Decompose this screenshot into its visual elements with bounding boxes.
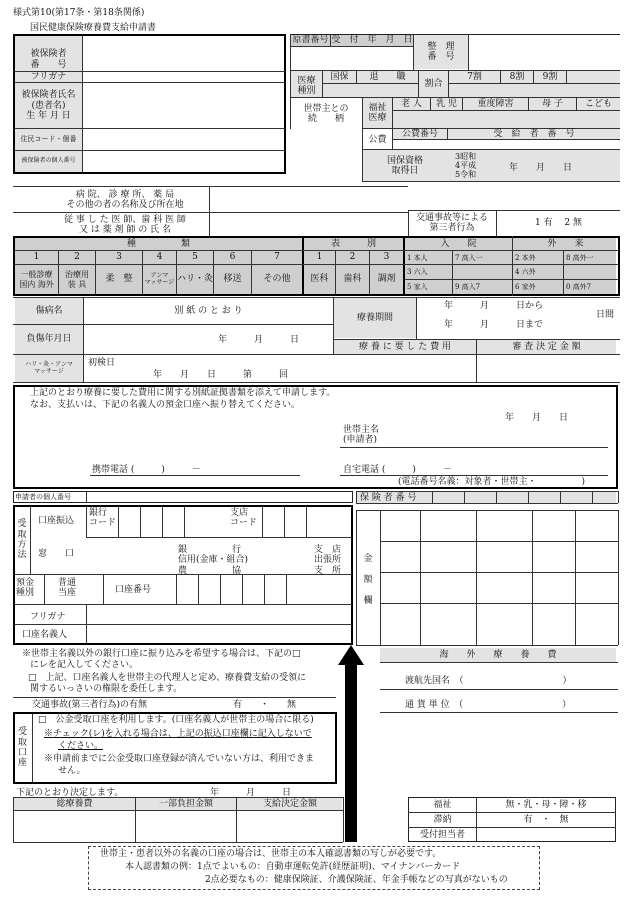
in-row-5[interactable]: 5 家入 bbox=[407, 283, 428, 291]
out-row-0[interactable]: 0 高外7 bbox=[566, 283, 592, 291]
opt-transfer[interactable]: 口座振込 bbox=[38, 516, 75, 526]
label-public: 公費 bbox=[368, 134, 387, 145]
label-arrears: 滞納 bbox=[433, 814, 452, 825]
arrears-options[interactable]: 有 ・ 無 bbox=[523, 814, 569, 825]
welfare-options[interactable]: 無・乳・母・障・移 bbox=[505, 799, 587, 810]
injury-ymd: 年 月 日 bbox=[218, 335, 300, 345]
label-ref-no: 整 理 番 号 bbox=[414, 35, 468, 69]
period-to: 年 月 日まで bbox=[444, 320, 544, 330]
label-amount-column: 金 額 欄 bbox=[363, 554, 373, 606]
in-row-9[interactable]: 9 高入7 bbox=[455, 283, 481, 291]
opt-retired[interactable]: 退 職 bbox=[369, 71, 406, 82]
label-orig-no: 原書番号 bbox=[292, 35, 329, 46]
out-row-8[interactable]: 8 高外一 bbox=[566, 254, 594, 262]
kind-no-2: 2 bbox=[74, 252, 80, 263]
label-bank-code: 銀行 コード bbox=[89, 508, 117, 529]
opt-window[interactable]: 窓 口 bbox=[38, 549, 75, 559]
opt-disabled[interactable]: 重度障害 bbox=[477, 98, 514, 109]
period-from: 年 月 日から bbox=[444, 301, 544, 311]
footer-line-2: 本人認書類の例：1点でよいもの：自動車運転免許(経歴証明)、マイナンバーカード bbox=[125, 862, 461, 872]
label-branch-code: 支店 コード bbox=[230, 508, 258, 529]
label-recipient-no: 受 給 者 番 号 bbox=[493, 128, 575, 139]
label-qualification-date: 国保資格 取得日 bbox=[386, 155, 423, 176]
notice-2b: 関するいっさいの権限を委任します。 bbox=[30, 684, 183, 694]
in-row-7[interactable]: 7 高入一 bbox=[455, 254, 483, 262]
label-kind: 種 類 bbox=[126, 238, 190, 249]
label-relation: 世帯主との 続 柄 bbox=[303, 103, 349, 124]
mobile-phone[interactable]: 携帯電話 ( ) － bbox=[92, 465, 201, 475]
public-account-note-2: ※申請前までに公金受取口座登録が済んでいない方は、利用できま bbox=[44, 754, 315, 764]
label-decision-amount: 審 査 決 定 金 額 bbox=[512, 341, 581, 352]
public-account-checkbox[interactable]: □ 公金受取口座を利用します。(口座名義人が世帯主の場合に限る) bbox=[38, 715, 314, 725]
label-receive-account: 受 取 口 座 bbox=[17, 727, 27, 769]
label-resident-code: 住民コード・個番 bbox=[20, 135, 77, 144]
opt-mother-child[interactable]: 母 子 bbox=[542, 98, 563, 109]
label-insurer-number: 保 険 者 番 号 bbox=[360, 493, 417, 503]
label-welfare-medical: 福祉 医療 bbox=[368, 102, 387, 123]
label-method: 受 取 方 法 bbox=[17, 519, 27, 561]
opt-kokuho[interactable]: 国保 bbox=[330, 71, 349, 82]
label-account-holder: 口座名義人 bbox=[22, 630, 68, 640]
label-period: 療養期間 bbox=[356, 312, 393, 323]
label-payment-amount: 支給決定金額 bbox=[262, 798, 317, 809]
label-traffic-accident: 交通事故(第三者行為)の有無 bbox=[32, 700, 148, 710]
decision-ymd: 年 月 日 bbox=[210, 788, 292, 798]
in-row-1[interactable]: 1 本人 bbox=[407, 254, 428, 262]
form-title: 国民健康保険療養費支給申請書 bbox=[30, 23, 157, 33]
label-cost: 療 養 に 要 し た 費 用 bbox=[358, 341, 452, 352]
label-name-dob: 被保険者氏名 (患者名) 生 年 月 日 bbox=[21, 90, 76, 122]
label-account-furigana: フリガナ bbox=[30, 612, 66, 622]
table-medical[interactable]: 医科 bbox=[310, 274, 329, 285]
label-ratio: 割合 bbox=[424, 78, 443, 89]
label-table: 表 別 bbox=[330, 238, 376, 249]
opt-infant[interactable]: 乳 児 bbox=[436, 98, 457, 109]
footer-line-3: 2点必要なもの：健康保険証、介護保険証、年金手帳などの写真がないもの bbox=[205, 875, 508, 885]
decision-line: 下記のとおり決定します。 bbox=[16, 788, 124, 798]
public-account-note-1b: ください。 bbox=[58, 741, 104, 751]
bank-types: 銀 行 信用(金庫・組合) 農 協 bbox=[178, 545, 249, 576]
label-traffic: 交通事故等による 第三者行為 bbox=[415, 212, 488, 233]
label-inpatient: 入 院 bbox=[440, 238, 477, 249]
label-doctor: 従 事 し た 医 師、歯 科 医 師 又 は 薬 剤 師 の 氏 名 bbox=[64, 214, 186, 235]
notice-2-checkbox[interactable]: □ 上記、口座名義人を世帯主の代理人と定め、療養費支給の受領に bbox=[28, 673, 307, 683]
insured-name-field[interactable] bbox=[84, 84, 285, 126]
label-furigana: フリガナ bbox=[30, 71, 67, 82]
opt-ratio-8[interactable]: 8割 bbox=[509, 71, 525, 82]
overseas-currency[interactable]: 通 貨 単 位 （ ） bbox=[405, 700, 572, 710]
overseas-country[interactable]: 渡航先国名 （ ） bbox=[405, 676, 572, 686]
era-options[interactable]: 3昭和 4平成 5令和 bbox=[455, 152, 477, 180]
label-injury-date: 負傷年月日 bbox=[26, 334, 72, 345]
kind-judo[interactable]: 柔 整 bbox=[105, 274, 133, 285]
label-first-visit: 初検日 bbox=[88, 358, 116, 368]
kind-other[interactable]: その他 bbox=[263, 274, 291, 285]
notice-1b: にレを記入してください。 bbox=[30, 660, 139, 670]
out-row-4[interactable]: 4 六外 bbox=[515, 268, 536, 276]
label-overseas: 海 外 療 養 費 bbox=[439, 649, 557, 660]
opt-ratio-7[interactable]: 7割 bbox=[467, 71, 482, 82]
table-no-1: 1 bbox=[316, 252, 323, 263]
label-account-no: 口座番号 bbox=[115, 585, 152, 595]
label-acupuncture-massage: ハリ・灸・アンマ マッサージ bbox=[25, 360, 73, 375]
opt-child[interactable]: こども bbox=[584, 98, 612, 109]
table-no-3: 3 bbox=[383, 252, 390, 263]
traffic-yes-no[interactable]: 1 有 2 無 bbox=[534, 217, 583, 228]
in-row-3[interactable]: 3 六入 bbox=[407, 268, 428, 276]
label-total-cost: 総療養費 bbox=[56, 798, 93, 809]
kind-no-5: 5 bbox=[192, 252, 198, 263]
home-phone[interactable]: 自宅電話 ( ) － bbox=[343, 465, 452, 475]
label-disease: 傷病名 bbox=[35, 305, 63, 316]
label-reception-staff: 受付担当者 bbox=[419, 829, 465, 840]
kind-acupuncture[interactable]: ハリ・灸 bbox=[177, 274, 214, 285]
label-welfare-office: 福祉 bbox=[433, 799, 452, 810]
label-partial-amount: 一部負担金額 bbox=[158, 798, 213, 809]
kind-orthosis[interactable]: 治療用 装 具 bbox=[65, 270, 89, 289]
kind-massage[interactable]: アンマ マッサージ bbox=[144, 271, 175, 286]
opt-elderly[interactable]: 老 人 bbox=[401, 98, 422, 109]
opt-ratio-9[interactable]: 9割 bbox=[542, 71, 558, 82]
table-no-2: 2 bbox=[349, 252, 356, 263]
declaration-line-2: なお、支払いは、下記の名義人の預金口座へ振り替えてください。 bbox=[30, 400, 301, 410]
label-insured-no: 被保険者 番 号 bbox=[30, 49, 67, 70]
label-med-type: 医療 種別 bbox=[297, 75, 316, 96]
period-days: 日間 bbox=[596, 310, 615, 320]
table-dental[interactable]: 歯科 bbox=[343, 274, 362, 285]
public-account-note-2b: せん。 bbox=[58, 766, 86, 776]
out-row-2[interactable]: 2 本外 bbox=[515, 254, 536, 262]
label-applicant-number: 申請者の個人番号 bbox=[15, 493, 71, 501]
public-account-note-1: ※チェック(レ)を入れる場合は、上記の振込口座欄に記入しないで bbox=[44, 729, 312, 739]
kind-no-4: 4 bbox=[156, 252, 163, 263]
label-outpatient: 外 来 bbox=[547, 238, 584, 249]
label-receipt-date: 受 付 年 月 日 bbox=[331, 35, 413, 46]
qualification-ymd: 年 月 日 bbox=[509, 163, 573, 173]
kind-transport[interactable]: 移送 bbox=[223, 274, 242, 285]
branch-types: 支 店 出張所 支 所 bbox=[314, 545, 342, 576]
first-visit-ymd: 年 月 日 第 回 bbox=[153, 370, 289, 380]
form-style-number: 様式第10(第17条・第18条関係) bbox=[13, 8, 145, 18]
kind-no-7: 7 bbox=[274, 252, 280, 263]
traffic-accident-yn[interactable]: 有 ・ 無 bbox=[233, 700, 297, 710]
opt-futsu-toza[interactable]: 普通 当座 bbox=[58, 578, 77, 599]
label-public-no: 公費番号 bbox=[401, 128, 438, 139]
kind-no-6: 6 bbox=[229, 252, 236, 263]
phone-note: (電話番号名義：対象者・世帯主・ ) bbox=[398, 477, 586, 487]
out-row-6[interactable]: 6 家外 bbox=[515, 283, 536, 291]
kind-no-3: 3 bbox=[116, 252, 122, 263]
kind-no-1: 1 bbox=[33, 252, 40, 263]
label-deposit-type: 預金 種別 bbox=[16, 578, 35, 599]
insured-no-field[interactable] bbox=[84, 44, 285, 70]
disease-value: 別 紙 の と お り bbox=[174, 305, 243, 316]
label-my-number: 被保険者の個人番号 bbox=[21, 157, 76, 165]
notice-1: ※世帯主名義以外の銀行口座に振り込みを希望する場合は、下記の□ bbox=[22, 649, 301, 659]
declaration-ymd: 年 月 日 bbox=[505, 413, 569, 423]
householder-label: 世帯主名 (申請者) bbox=[343, 425, 380, 446]
label-hospital: 病 院、 診 療 所、 薬 局 その他の者の名称及び所在地 bbox=[66, 189, 184, 210]
kind-general[interactable]: 一般診療 国内 海外 bbox=[19, 270, 54, 289]
table-pharmacy[interactable]: 調剤 bbox=[377, 274, 396, 285]
declaration-line-1: 上記のとおり療養に要した費用に関する別紙証拠書類を添えて申請します。 bbox=[30, 388, 336, 398]
footer-line-1: 世帯主・患者以外の名義の口座の場合は、世帯主の本人確認書類の写しが必要です。 bbox=[100, 849, 442, 859]
